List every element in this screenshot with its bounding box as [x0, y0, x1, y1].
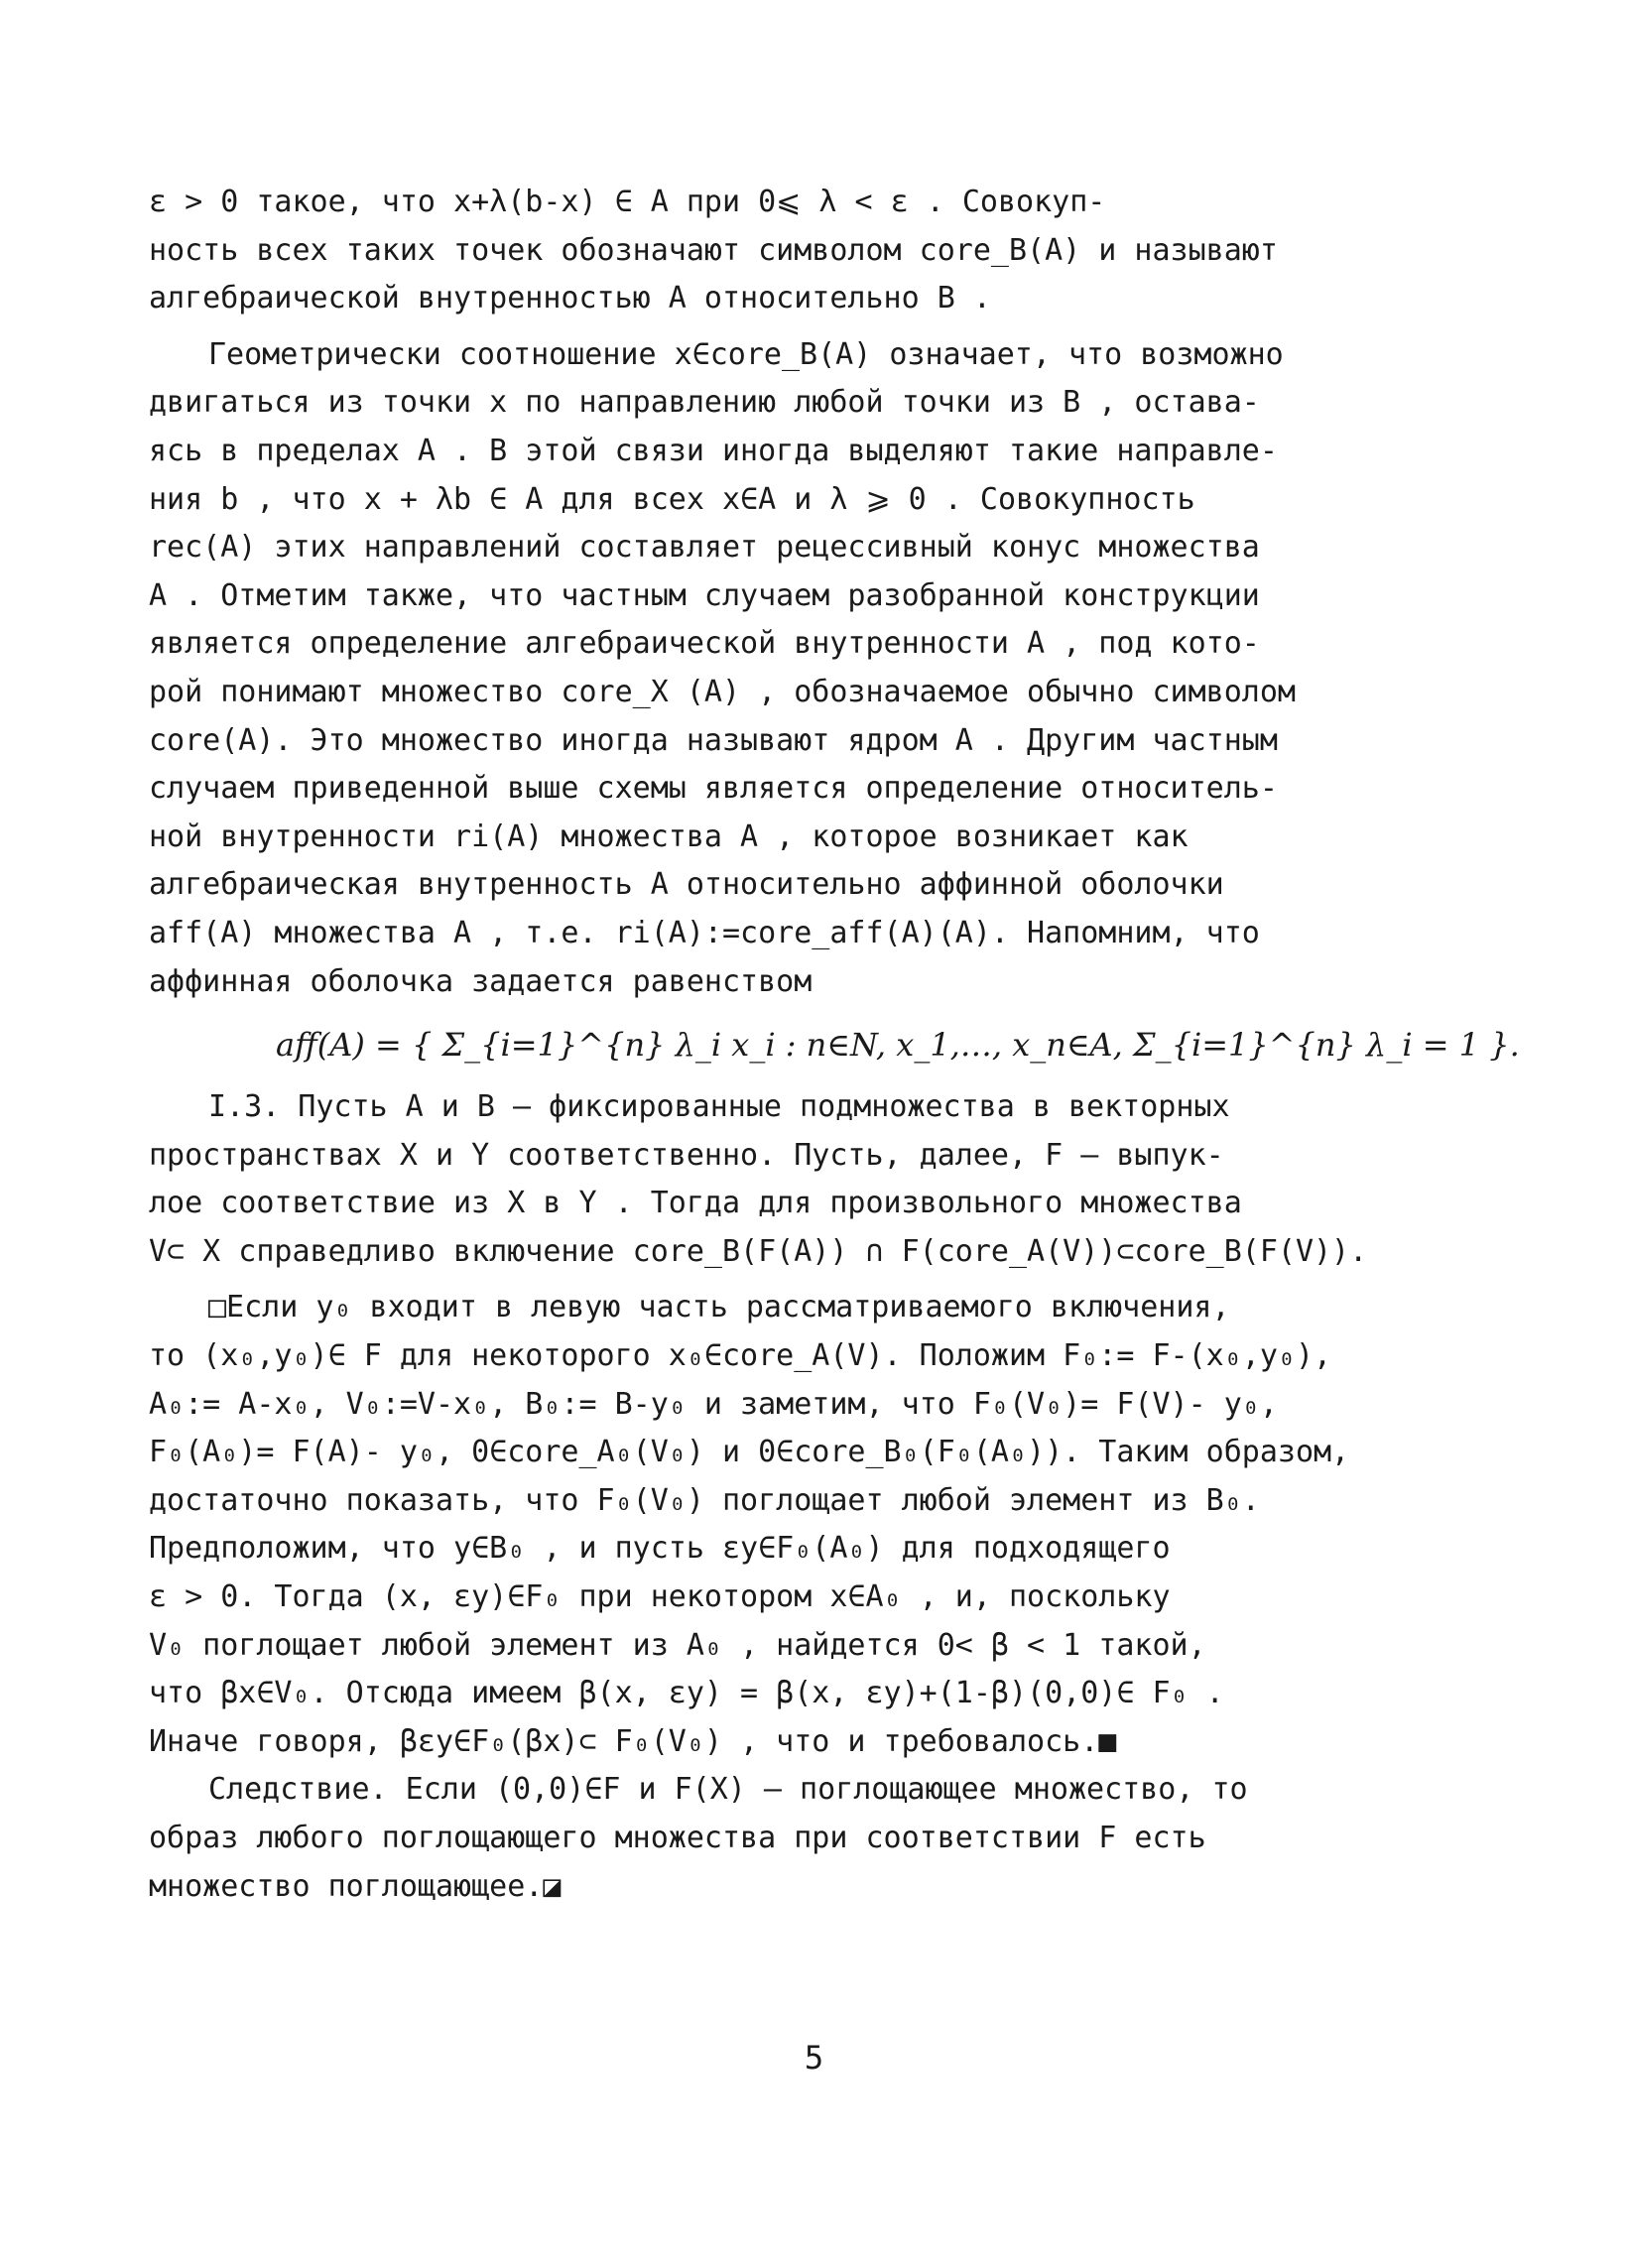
section-heading-line: I.3. Пусть A и B – фиксированные подмножества в векторных	[208, 1089, 1230, 1125]
corollary	[149, 1766, 1468, 1911]
text-line: Следствие. Если (0,0)∈F и F(X) – поглощающее множество, то	[208, 1772, 1248, 1808]
text-line: ε > 0 такое, что x+λ(b-x) ∈ A при 0⩽ λ < ε . Совокуп-	[149, 185, 1106, 219]
proof	[149, 1284, 1468, 1766]
text-line: алгебраической внутренностью A относительно B .	[149, 281, 991, 316]
text-line: лое соответствие из X в Y . Тогда для произвольного множества	[149, 1186, 1242, 1221]
text-line: A . Отметим также, что частным случаем разобранной конструкции	[149, 577, 1260, 613]
text-line: A₀:= A-x₀, V₀:=V-x₀, B₀:= B-y₀ и заметим, что F₀(V₀)= F(V)- y₀,	[149, 1386, 1278, 1422]
text-line: rec(A) этих направлений составляет рецессивный конус множества	[149, 530, 1260, 566]
text-line: aff(A) множества A , т.е. ri(A):=core_aff(A)(A). Напомним, что	[149, 915, 1260, 950]
text-line: аффинная оболочка задается равенством	[149, 963, 813, 999]
text-line: F₀(A₀)= F(A)- y₀, 0∈core_A₀(V₀) и 0∈core_B₀(F₀(A₀)). Таким образом,	[149, 1435, 1350, 1470]
text-line: пространствах X и Y соответственно. Пусть, далее, F – выпук-	[149, 1137, 1224, 1173]
text-line: случаем приведенной выше схемы является определение относитель-	[149, 771, 1278, 807]
text-line: множество поглощающее.◪	[149, 1868, 562, 1904]
main-text	[149, 179, 1520, 1911]
text-line: то (x₀,y₀)∈ F для некоторого x₀∈core_A(V). Положим F₀:= F-(x₀,y₀),	[149, 1338, 1332, 1374]
text-line: образ любого поглощающего множества при соответствии F есть	[149, 1821, 1206, 1855]
text-line: ε > 0. Тогда (x, εy)∈F₀ при некотором x∈A₀ , и, поскольку	[149, 1579, 1171, 1615]
text-line: рой понимают множество core_X (A) , обозначаемое обычно символом	[149, 674, 1296, 709]
text-line: достаточно показать, что F₀(V₀) поглощает любой элемент из B₀.	[149, 1482, 1260, 1518]
text-line: Предположим, что y∈B₀ , и пусть εy∈F₀(A₀) для подходящего	[149, 1531, 1171, 1567]
text-line: ность всех таких точек обозначают символом core_B(A) и называют	[149, 232, 1278, 268]
text-line: является определение алгебраической внутренности A , под кото-	[149, 626, 1260, 662]
affine-hull-formula: aff(A) = { Σ_{i=1}^{n} λ_i x_i : n∈N, x_1,…, x_n∈A, Σ_{i=1}^{n} λ_i = 1 }.	[276, 1026, 1520, 1065]
paragraph-1	[149, 179, 1468, 323]
text-line: V₀ поглощает любой элемент из A₀ , найдется 0< β < 1 такой,	[149, 1627, 1206, 1663]
page-number: 5	[804, 2039, 824, 2077]
paragraph-2	[149, 331, 1468, 1006]
text-line: алгебраическая внутренность A относительно аффинной оболочки	[149, 867, 1224, 903]
section-1-3	[149, 1083, 1468, 1276]
text-line: Геометрически соотношение x∈core_B(A) означает, что возможно	[208, 336, 1284, 372]
text-line: ной внутренности ri(A) множества A , которое возникает как	[149, 819, 1189, 854]
text-line: core(A). Это множество иногда называют ядром A . Другим частным	[149, 722, 1278, 758]
text-line: что βx∈V₀. Отсюда имеем β(x, εy) = β(x, εy)+(1-β)(0,0)∈ F₀ .	[149, 1676, 1224, 1711]
text-line: □Если y₀ входит в левую часть рассматриваемого включения,	[208, 1290, 1230, 1325]
text-line: ясь в пределах A . В этой связи иногда выделяют такие направле-	[149, 433, 1278, 468]
text-line: двигаться из точки x по направлению любой точки из B , остава-	[149, 385, 1260, 421]
text-line: V⊂ X справедливо включение core_B(F(A)) ∩ F(core_A(V))⊂core_B(F(V)).	[149, 1233, 1368, 1269]
text-line: Иначе говоря, βεy∈F₀(βx)⊂ F₀(V₀) , что и требовалось.■	[149, 1723, 1117, 1759]
text-line: ния b , что x + λb ∈ A для всех x∈A и λ ⩾ 0 . Совокупность	[149, 481, 1195, 517]
